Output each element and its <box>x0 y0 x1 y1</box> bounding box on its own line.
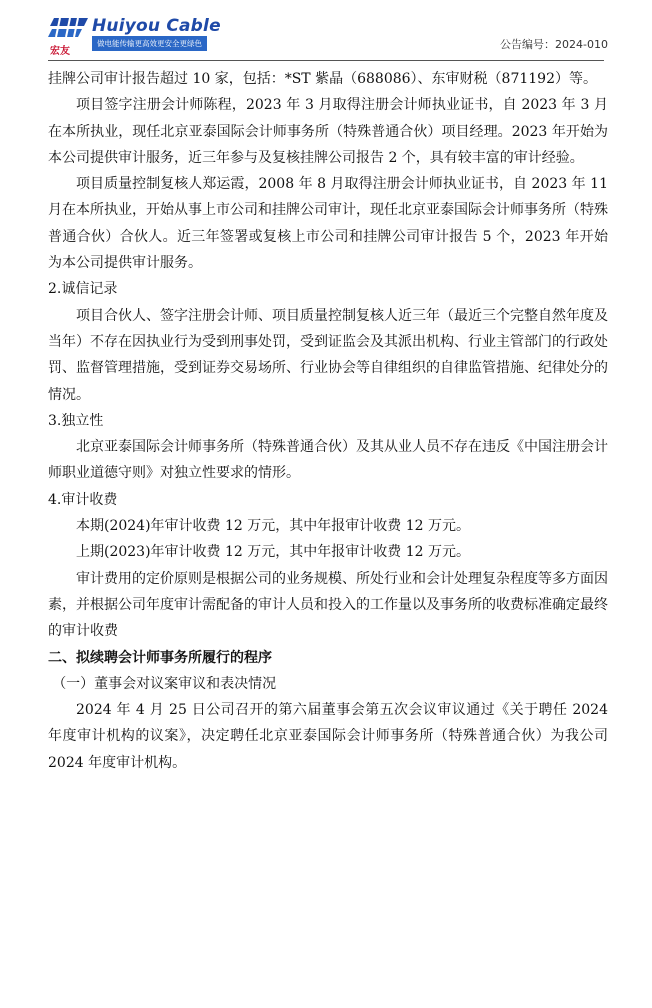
paragraph: 上期(2023)年审计收费 12 万元，其中年报审计收费 12 万元。 <box>76 544 470 561</box>
paragraph: 项目质量控制复核人郑运霞，2008 年 8 月取得注册会计师执业证书，自 2023 年 11 月在本所执业，开始从事上市公司和挂牌公司审计，现任北京亚泰国际会计师事务所（特殊普通合伙）合伙人。近三年签署或复核上市公司和挂牌公司审计报告 5 个，2023 年开始为本公司提供审计服务。 <box>48 176 608 272</box>
subsection-heading: （一）董事会对议案审议和表决情况 <box>52 675 277 692</box>
notice-number: 公告编号：2024-010 <box>500 38 608 51</box>
section-heading: 4.审计收费 <box>48 491 118 508</box>
company-logo <box>48 14 221 58</box>
brand-name-en: Huiyou Cable <box>92 16 221 36</box>
page-header <box>48 14 608 58</box>
logo-mark-icon <box>48 16 90 42</box>
paragraph: 北京亚泰国际会计师事务所（特殊普通合伙）及其从业人员不存在违反《中国注册会计师职业道德守则》对独立性要求的情形。 <box>48 439 608 482</box>
section-heading: 2.诚信记录 <box>48 281 118 298</box>
paragraph: 2024 年 4 月 25 日公司召开的第六届董事会第五次会议审议通过《关于聘任 2024 年度审计机构的议案》，决定聘任北京亚泰国际会计师事务所（特殊普通合伙）为我公司 2024 年度审计机构。 <box>48 702 608 771</box>
document-body <box>48 66 608 776</box>
paragraph: 项目签字注册会计师陈程，2023 年 3 月取得注册会计师执业证书，自 2023 年 3 月在本所执业，现任北京亚泰国际会计师事务所（特殊普通合伙）项目经理。2023 年开始为本公司提供审计服务，近三年参与及复核挂牌公司报告 2 个，具有较丰富的审计经验。 <box>48 97 608 166</box>
paragraph: 项目合伙人、签字注册会计师、项目质量控制复核人近三年（最近三个完整自然年度及当年）不存在因执业行为受到刑事处罚，受到证监会及其派出机构、行业主管部门的行政处罚、监督管理措施，受到证券交易场所、行业协会等自律组织的自律监管措施、纪律处分的情况。 <box>48 307 608 403</box>
chapter-heading: 二、拟续聘会计师事务所履行的程序 <box>48 649 272 666</box>
paragraph: 本期(2024)年审计收费 12 万元，其中年报审计收费 12 万元。 <box>76 518 470 535</box>
brand-name-cn: 宏友 <box>50 46 70 57</box>
section-heading: 3.独立性 <box>48 412 104 429</box>
paragraph: 挂牌公司审计报告超过 10 家，包括：*ST 紫晶（688086）、东审财税（871192）等。 <box>48 71 597 87</box>
brand-slogan: 做电能传输更高效更安全更绿色 <box>92 36 207 51</box>
paragraph: 审计费用的定价原则是根据公司的业务规模、所处行业和会计处理复杂程度等多方面因素，并根据公司年度审计需配备的审计人员和投入的工作量以及事务所的收费标准确定最终的审计收费 <box>48 570 608 640</box>
header-divider <box>48 60 604 61</box>
